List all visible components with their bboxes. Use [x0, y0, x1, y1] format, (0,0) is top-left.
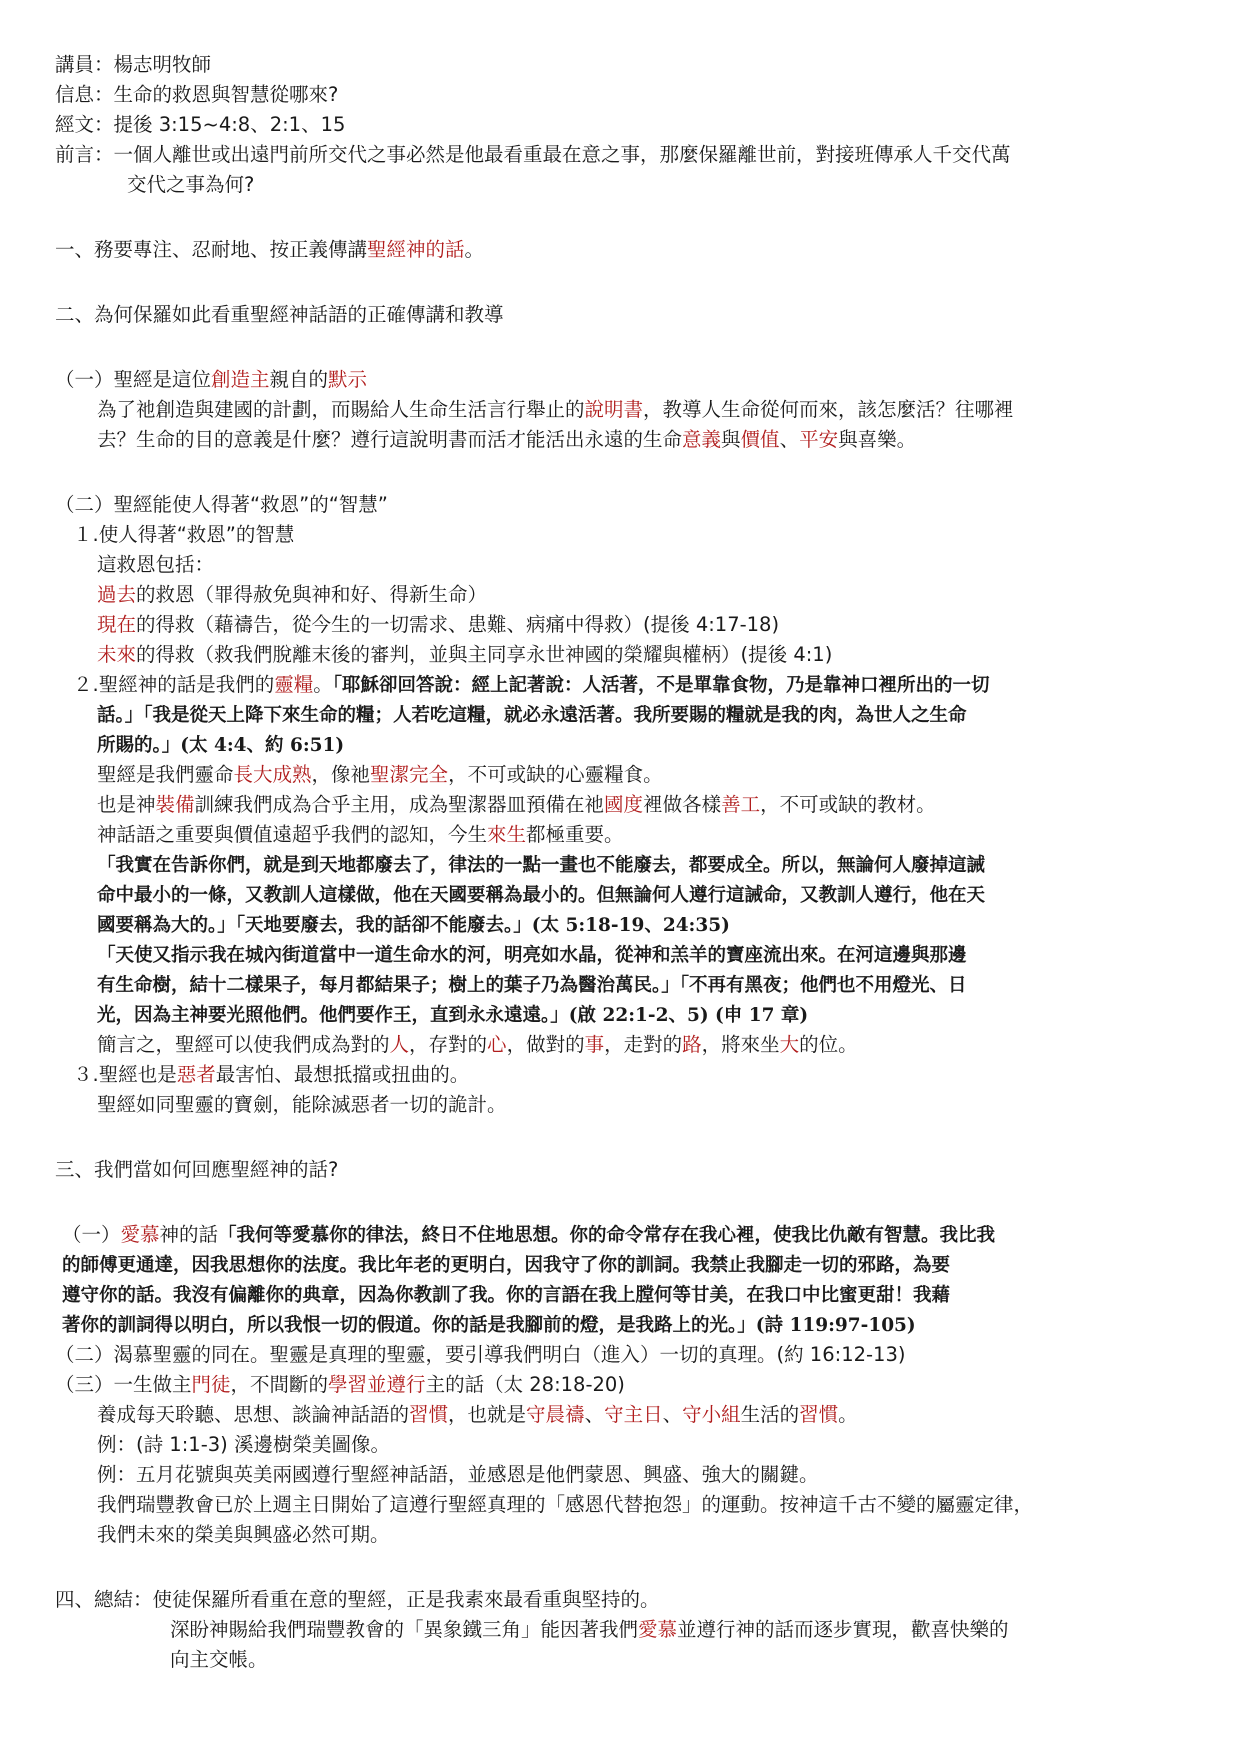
body-text: （三）一生做主 [55, 1373, 192, 1396]
highlighted-text: 裝備 [155, 793, 195, 816]
highlighted-text: 惡者 [176, 1063, 216, 1086]
body-text: 養成每天聆聽、思想、談論神話語的 [97, 1403, 410, 1426]
highlighted-text: 守主日 [604, 1403, 663, 1426]
text-line [55, 50, 211, 80]
body-text: ，將來坐 [701, 1033, 780, 1056]
text-line [55, 1585, 660, 1615]
body-text: 講員：楊志明牧師 [55, 53, 212, 76]
body-text: 三、我們當如何回應聖經神的話? [55, 1158, 339, 1181]
text-line [55, 140, 1011, 170]
text-line [97, 1460, 819, 1490]
body-text: 。 [838, 1403, 858, 1426]
body-text: ３.聖經也是 [73, 1063, 177, 1086]
highlighted-text: 學習並遵行 [328, 1373, 426, 1396]
body-text: 二、為何保羅如此看重聖經神話語的正確傳講和教導 [55, 303, 504, 326]
body-text: ２.聖經神的話是我們的 [73, 673, 275, 696]
body-text: 這救恩包括： [97, 553, 215, 576]
highlighted-text: 現在 [97, 613, 137, 636]
text-line [73, 1060, 469, 1090]
body-text: 與 [721, 428, 741, 451]
body-text: 主的話（太 28:18-20) [425, 1373, 625, 1396]
body-text: （一）聖經是這位 [55, 368, 212, 391]
text-line [97, 850, 985, 881]
scripture-quote-text: 著你的訓詞得以明白，所以我恨一切的假道。你的話是我腳前的燈，是我路上的光。」(詩 119:97-105) [62, 1315, 916, 1336]
body-text: 四、總結：使徒保羅所看重在意的聖經，正是我素來最看重與堅持的。 [55, 1588, 660, 1611]
text-line [97, 610, 779, 640]
highlighted-text: 習慣 [799, 1403, 839, 1426]
highlighted-text: 未來 [97, 643, 137, 666]
text-line [97, 550, 214, 580]
text-line [170, 1615, 1009, 1645]
scripture-quote-text: 的師傅更通達，因我思想你的法度。我比年老的更明白，因我守了你的訓詞。我禁止我腳走一切的邪路，為要 [62, 1255, 951, 1276]
text-line [55, 1370, 625, 1400]
text-line [55, 365, 367, 395]
body-text: ，做對的 [506, 1033, 585, 1056]
text-line [55, 1155, 338, 1185]
text-line [62, 1250, 950, 1281]
body-text: 前言：一個人離世或出遠門前所交代之事必然是他最看重最在意之事，那麼保羅離世前，對接班傳承人千交代萬 [55, 143, 1011, 166]
body-text: 都極重要。 [526, 823, 624, 846]
body-text: 最害怕、最想抵擋或扭曲的。 [215, 1063, 470, 1086]
text-line [97, 1520, 390, 1550]
body-text: 去？生命的目的意義是什麼？遵行這說明書而活才能活出永遠的生命 [97, 428, 683, 451]
text-line [97, 1490, 1033, 1520]
body-text: 向主交帳。 [170, 1648, 268, 1671]
highlighted-text: 愛慕 [120, 1223, 160, 1246]
text-line [97, 1000, 808, 1031]
scripture-quote-text: 有生命樹，結十二樣果子，每月都結果子；樹上的葉子乃為醫治萬民。」「不再有黑夜；他們也不用燈光、日 [97, 975, 967, 996]
body-text: （二）渴慕聖靈的同在。聖靈是真理的聖靈，要引導我們明白（進入）一切的真理。(約 16:12-13) [55, 1343, 906, 1366]
highlighted-text: 守小組 [682, 1403, 741, 1426]
highlighted-text: 愛慕 [638, 1618, 678, 1641]
body-text: （二）聖經能使人得著“救恩”的“智慧” [55, 493, 388, 516]
highlighted-text: 大 [779, 1033, 800, 1056]
body-text: 裡做各樣 [643, 793, 722, 816]
text-line [55, 490, 388, 520]
body-text: 生活的 [740, 1403, 800, 1426]
body-text: 神的話 [159, 1223, 219, 1246]
highlighted-text: 聖潔完全 [370, 763, 449, 786]
body-text: １.使人得著“救恩”的智慧 [73, 523, 295, 546]
scripture-quote-text: 「耶穌卻回答說：經上記著說：人活著，不是單靠食物，乃是靠神口裡所出的一切 [332, 675, 990, 696]
body-text: 訓練我們成為合乎主用，成為聖潔器皿預備在祂 [194, 793, 605, 816]
body-text: 、 [779, 428, 800, 451]
scripture-quote-text: 國要稱為大的。」「天地要廢去，我的話卻不能廢去。」(太 5:18-19、24:35) [97, 915, 730, 936]
scripture-quote-text: 遵守你的話。我沒有偏離你的典章，因為你教訓了我。你的言語在我上膛何等甘美，在我口中比蜜更甜！我藉 [62, 1285, 951, 1306]
body-text: 。 [464, 238, 485, 261]
body-text: 。 [313, 673, 333, 696]
text-line [55, 235, 484, 265]
body-text: 聖經如同聖靈的寶劍，能除滅惡者一切的詭計。 [97, 1093, 507, 1116]
highlighted-text: 善工 [721, 793, 761, 816]
text-line [73, 520, 294, 550]
text-line [97, 425, 916, 455]
body-text: 一、務要專注、忍耐地、按正義傳講 [55, 238, 368, 261]
scripture-quote-text: 命中最小的一條，又教訓人這樣做，他在天國要稱為最小的。但無論何人遵行這誡命，又教訓人遵行，他在天 [97, 885, 986, 906]
body-text: 交代之事為何? [127, 173, 255, 196]
text-line [97, 910, 730, 941]
body-text: 例：(詩 1:1-3) 溪邊樹榮美圖像。 [97, 1433, 390, 1456]
text-line [97, 940, 967, 971]
scripture-quote-text: 「天使又指示我在城內街道當中一道生命水的河，明亮如水晶，從神和羔羊的寶座流出來。在河這邊與那邊 [97, 945, 967, 966]
highlighted-text: 事 [584, 1033, 605, 1056]
highlighted-text: 意義 [682, 428, 722, 451]
text-line [97, 730, 344, 761]
body-text: 深盼神賜給我們瑞豐教會的「異象鐵三角」能因著我們 [170, 1618, 639, 1641]
text-line [62, 1220, 995, 1251]
text-line [97, 580, 487, 610]
body-text: 為了祂創造與建國的計劃，而賜給人生命生活言行舉止的 [97, 398, 585, 421]
text-line [62, 1280, 950, 1311]
text-line [97, 1090, 507, 1120]
body-text: 與喜樂。 [838, 428, 917, 451]
body-text: 的得救（藉禱告，從今生的一切需求、患難、病痛中得救）(提後 4:17-18) [136, 613, 780, 636]
body-text: 簡言之，聖經可以使我們成為對的 [97, 1033, 390, 1056]
body-text: ，也就是 [448, 1403, 527, 1426]
body-text: 信息：生命的救恩與智慧從哪來? [55, 83, 339, 106]
body-text: ，不可或缺的教材。 [760, 793, 936, 816]
body-text: ，存對的 [409, 1033, 488, 1056]
highlighted-text: 平安 [799, 428, 839, 451]
body-text: 、 [662, 1403, 683, 1426]
body-text: 我們瑞豐教會已於上週主日開始了這遵行聖經真理的「感恩代替抱怨」的運動。按神這千古不變的屬靈定律， [97, 1493, 1034, 1516]
body-text: 、 [584, 1403, 605, 1426]
scripture-quote-text: 話。」「我是從天上降下來生命的糧；人若吃這糧，就必永遠活著。我所要賜的糧就是我的肉，為世人之生命 [97, 705, 967, 726]
highlighted-text: 聖經神的話 [367, 238, 465, 261]
highlighted-text: 說明書 [584, 398, 644, 421]
highlighted-text: 過去 [97, 583, 137, 606]
body-text: ，走對的 [604, 1033, 683, 1056]
scripture-quote-text: 「我實在告訴你們，就是到天地都廢去了，律法的一點一畫也不能廢去，都要成全。所以，無論何人廢掉這誡 [97, 855, 986, 876]
text-line [127, 170, 254, 200]
text-line [97, 1430, 390, 1460]
highlighted-text: 長大成熟 [233, 763, 312, 786]
scripture-quote-text: 光，因為主神要光照他們。他們要作王，直到永永遠遠。」(啟 22:1-2、5) (申 17 章) [97, 1005, 809, 1026]
highlighted-text: 創造主 [211, 368, 270, 391]
highlighted-text: 價值 [740, 428, 780, 451]
text-line [62, 1310, 916, 1341]
body-text: ，教導人生命從何而來，該怎麼活？往哪裡 [643, 398, 1014, 421]
body-text: 例：五月花號與英美兩國遵行聖經神話語，並感恩是他們蒙恩、興盛、強大的關鍵。 [97, 1463, 819, 1486]
text-line [73, 670, 990, 701]
text-line [55, 1340, 905, 1370]
highlighted-text: 人 [389, 1033, 410, 1056]
highlighted-text: 路 [682, 1033, 702, 1056]
highlighted-text: 門徒 [191, 1373, 231, 1396]
text-line [97, 1030, 858, 1060]
text-line [97, 880, 985, 911]
text-line [97, 640, 832, 670]
highlighted-text: 習慣 [409, 1403, 449, 1426]
highlighted-text: 靈糧 [274, 673, 314, 696]
body-text: 我們未來的榮美與興盛必然可期。 [97, 1523, 390, 1546]
body-text: 經文：提後 3:15~4:8、2:1、15 [55, 113, 346, 136]
body-text: 並遵行神的話而逐步實現，歡喜快樂的 [677, 1618, 1009, 1641]
text-line [55, 300, 504, 330]
highlighted-text: 來生 [487, 823, 527, 846]
body-text: （一） [62, 1223, 121, 1246]
scripture-quote-text: 所賜的。」(太 4:4、約 6:51) [97, 735, 345, 756]
text-line [55, 80, 338, 110]
body-text: 也是神 [97, 793, 156, 816]
text-line [55, 110, 345, 140]
body-text: ，不可或缺的心靈糧食。 [448, 763, 663, 786]
highlighted-text: 守晨禱 [526, 1403, 585, 1426]
body-text: ，像祂 [311, 763, 371, 786]
body-text: 神話語之重要與價值遠超乎我們的認知，今生 [97, 823, 488, 846]
highlighted-text: 國度 [604, 793, 644, 816]
text-line [97, 820, 624, 850]
scripture-quote-text: 「我何等愛慕你的律法，終日不住地思想。你的命令常存在我心裡，使我比仇敵有智慧。我比我 [218, 1225, 996, 1246]
text-line [97, 970, 967, 1001]
text-line [97, 700, 967, 731]
body-text: 的救恩（罪得赦免與神和好、得新生命） [136, 583, 488, 606]
text-line [97, 395, 1014, 425]
text-line [170, 1645, 268, 1675]
body-text: ，不間斷的 [230, 1373, 329, 1396]
highlighted-text: 心 [487, 1033, 507, 1056]
body-text: 親自的 [269, 368, 329, 391]
body-text: 的位。 [799, 1033, 858, 1056]
text-line [97, 790, 936, 820]
body-text: 的得救（救我們脫離末後的審判，並與主同享永世神國的榮耀與權柄）(提後 4:1) [136, 643, 833, 666]
text-line [97, 1400, 858, 1430]
body-text: 聖經是我們靈命 [97, 763, 234, 786]
text-line [97, 760, 663, 790]
highlighted-text: 默示 [328, 368, 368, 391]
